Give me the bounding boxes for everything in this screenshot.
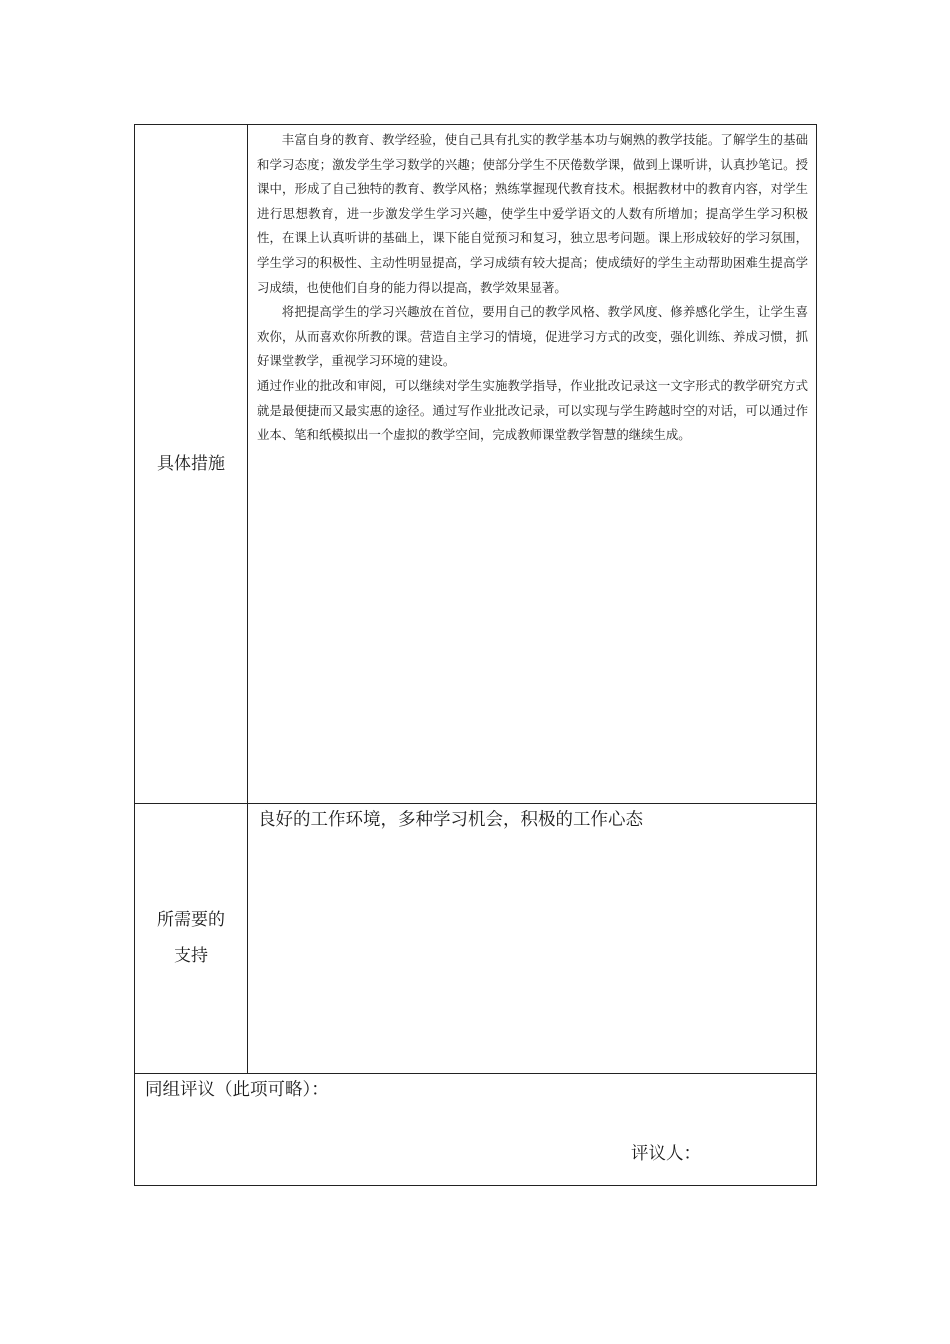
review-row (135, 1073, 817, 1185)
measures-paragraph-3: 通过作业的批改和审阅，可以继续对学生实施教学指导，作业批改记录这一文字形式的教学研究方式就是最便捷而又最实惠的途径。通过写作业批改记录，可以实现与学生跨越时空的对话，可以通过作业本、笔和纸模拟出一个虚拟的教学空间，完成教师课堂教学智慧的继续生成。 (257, 377, 808, 443)
review-cell (135, 1073, 817, 1185)
review-title: 同组评议（此项可略）： (145, 1079, 329, 1100)
support-text: 良好的工作环境，多种学习机会，积极的工作心态 (258, 809, 643, 830)
support-label-cell (135, 803, 248, 1073)
plan-form-table (134, 124, 817, 1186)
reviewer-label: 评议人： (631, 1143, 701, 1164)
measures-paragraph-2: 将把提高学生的学习兴趣放在首位，要用自己的教学风格、教学风度、修养感化学生，让学生喜欢你，从而喜欢你所教的课。营造自主学习的情境，促进学习方式的改变，强化训练、养成习惯，抓好课堂教学，重视学习环境的建设。 (257, 304, 808, 369)
support-content-cell (248, 803, 817, 1073)
support-row (135, 803, 817, 1073)
measures-paragraph-1: 丰富自身的教育、教学经验，使自己具有扎实的教学基本功与娴熟的教学技能。了解学生的基础和学习态度；激发学生学习数学的兴趣；使部分学生不厌倦数学课，做到上课听讲，认真抄笔记。授课中，形成了自己独特的教育、教学风格；熟练掌握现代教育技术。根据教材中的教育内容，对学生进行思想教育，进一步激发学生学习兴趣，使学生中爱学语文的人数有所增加；提高学生学习积极性，在课上认真听讲的基础上，课下能自觉预习和复习，独立思考问题。课上形成较好的学习氛围，学生学习的积极性、主动性明显提高，学习成绩有较大提高；使成绩好的学生主动帮助困难生提高学习成绩，也使他们自身的能力得以提高，教学效果显著。 (257, 132, 808, 295)
measures-content-cell (248, 125, 817, 804)
measures-row (135, 125, 817, 804)
measures-label: 具体措施 (157, 453, 225, 474)
measures-text (248, 125, 816, 448)
measures-label-cell (135, 125, 248, 804)
support-label-line-2: 支持 (174, 946, 208, 967)
support-label-line-1: 所需要的 (157, 910, 225, 931)
